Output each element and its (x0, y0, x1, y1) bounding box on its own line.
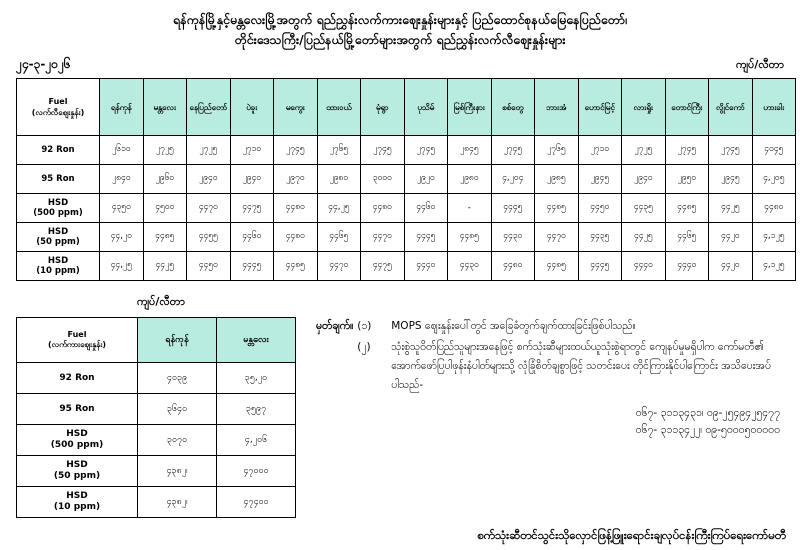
price-cell: ၃၅,၂၀ (217, 363, 296, 394)
price-cell: ၂၇၄၅ (491, 136, 535, 165)
price-cell: ၃၅၉၇ (217, 394, 296, 425)
row-label-line2: (10 ppm) (53, 502, 101, 512)
price-cell: ၄၄၈၅ (274, 252, 318, 281)
price-cell: ၂၉၄၀ (622, 165, 666, 194)
column-header: ဟောင်မြင့် (578, 79, 622, 136)
price-cell: ၄,၂၀၆ (217, 425, 296, 456)
column-header: ရန်ကုန် (100, 79, 144, 136)
fuel-corner-header-line1: Fuel (67, 329, 87, 339)
note-item (316, 338, 786, 395)
table-row (17, 425, 296, 456)
fuel-corner-header-line1: Fuel (48, 97, 68, 106)
price-cell: ၄၀၄၅ (752, 136, 796, 165)
phone-line: ဝ၆၇- ၃၁၁၃၄၂၂၊ ၀၉-၅၀၀၀၅၀၀၀၀၀ (635, 424, 780, 436)
column-header: မန္တလေး (143, 79, 187, 136)
table-row (17, 223, 796, 252)
price-cell: ၄၄,၂၀ (100, 223, 144, 252)
price-cell: ၂၆၁၀ (100, 136, 144, 165)
row-label (17, 456, 138, 487)
price-cell: ၄၄၄၅ (230, 252, 274, 281)
column-header: ပုသိမ် (404, 79, 448, 136)
fuel-corner-header-line2: (လက်ကားဈေးနှုန်း) (47, 339, 107, 349)
price-cell: ၄၄၄၅ (491, 194, 535, 223)
price-cell: ၄၄၇၀ (317, 252, 361, 281)
price-cell: ၄၄၂၅ (143, 252, 187, 281)
unit-label-top: ကျပ်/လီတာ (736, 58, 784, 71)
phone-line: ဝ၆၇- ၃၁၁၃၄၃၁၊ ဝ၉-၂၅၄၉၄၂၅၄၇၇ (635, 407, 780, 419)
price-cell: ၂၉၇၀ (274, 165, 318, 194)
price-cell: ၂၇၆၅ (317, 136, 361, 165)
price-cell: ၄၄၃၅ (578, 223, 622, 252)
column-header: ပဲခူး (230, 79, 274, 136)
row-label-line1: HSD (66, 429, 88, 439)
fuel-corner-header (17, 79, 100, 136)
row-label: 92 Ron (17, 136, 100, 165)
fuel-corner-header-line2: (လက်လီဈေးနှုန်း) (31, 108, 85, 117)
column-header: လားရှိုး (622, 79, 666, 136)
table-header (17, 79, 796, 136)
column-header: နေပြည်တော် (187, 79, 231, 136)
price-cell: ၂၇၄၅ (361, 136, 405, 165)
price-cell: ၄၄၄၀ (665, 252, 709, 281)
price-cell: ၄၄၇၀ (535, 223, 579, 252)
row-label-line2: (500 ppm) (50, 440, 104, 450)
price-cell: ၄၄၈၅ (665, 194, 709, 223)
notes-section (316, 313, 786, 439)
note-text: MOPS ဈေးနှုန်းပေါ်တွင် အခြေခံတွက်ချက်ထားခြင်းဖြစ်ပါသည်။ (391, 320, 636, 332)
price-cell: ၂၉၈၀ (317, 165, 361, 194)
price-cell: ၄၄၈၀ (274, 194, 318, 223)
row-label (17, 223, 100, 252)
report-date: ၂၄-၃-၂၀၂၆ (16, 57, 71, 71)
price-cell: ၄၄၇၅ (230, 194, 274, 223)
price-cell: ၄၄၂၀ (709, 252, 753, 281)
row-label-line1: HSD (47, 227, 69, 237)
price-cell: ၄၄၂၅ (622, 223, 666, 252)
price-cell: ၄၄၅၅ (187, 223, 231, 252)
table-row (17, 394, 296, 425)
price-cell: ၄၄၂၅ (709, 194, 753, 223)
price-cell: ၄၄၆၀ (230, 223, 274, 252)
price-cell: ၄၃၅၀ (100, 194, 144, 223)
row-label (17, 487, 138, 518)
row-label: 95 Ron (17, 165, 100, 194)
price-cell: ၄၄၆၅ (665, 223, 709, 252)
price-cell: ၄၇၄၀၀ (217, 487, 296, 518)
price-cell: ၂၈၄၀ (100, 165, 144, 194)
price-cell: ၄,၁၂၅ (752, 252, 796, 281)
row-label-line1: HSD (66, 491, 88, 501)
table-row (17, 165, 796, 194)
column-header: မုံရွာ (361, 79, 405, 136)
column-header: ဟားခါး (752, 79, 796, 136)
row-label-line2: (10 ppm) (36, 266, 80, 276)
row-label: 92 Ron (17, 363, 138, 394)
price-cell: ၂၉၄၀ (187, 165, 231, 194)
price-cell: ၄၄၇၀ (361, 223, 405, 252)
price-cell: ၂၉၄၅ (709, 165, 753, 194)
price-cell: ၄၄၆၀ (404, 194, 448, 223)
price-cell: ၄၄၅၀ (187, 252, 231, 281)
note-text: သုံးစွဲသူဝိတ်ပြည်သူများအနေဖြင့် စက်သုံးဆီများထယ်ယူသုံးစွဲရာတွင် ကျေနပ်မှုမရှိပါက ကော်မတီ၏ အောက်ဖော်ပြပါဖုန်းနံပါတ်များသို့ လုံခြုံစိတ်ချစွာဖြင့် သတင်းပေး တိုင်ကြားနိုင်ပါကြောင်း အသိပေးအပ်ပါသည်- (391, 341, 771, 391)
table-row (17, 252, 796, 281)
column-header: မန္တလေး (217, 318, 296, 363)
column-header: ထားဝယ် (317, 79, 361, 136)
table-header-row (17, 318, 296, 363)
row-label (17, 425, 138, 456)
price-cell: ၄၄၇၀ (187, 194, 231, 223)
price-cell: ၄၄၇၅ (361, 252, 405, 281)
row-label (17, 252, 100, 281)
price-cell: ၂၇၄၅ (665, 136, 709, 165)
row-label: 95 Ron (17, 394, 138, 425)
price-cell: ၄၄၃၀ (448, 252, 492, 281)
price-cell: ၄၃၈၂၊ (138, 487, 217, 518)
price-cell: ၄၄၈၀ (752, 194, 796, 223)
price-cell: ၄၄၄၅ (404, 223, 448, 252)
price-cell: ၄၄၆၅ (317, 223, 361, 252)
price-cell: ၂၉၅၀ (665, 165, 709, 194)
price-cell: ၂၉၆၀ (143, 165, 187, 194)
price-cell: ၂၇၄၅ (404, 136, 448, 165)
issuing-committee-footer: စက်သုံးဆီတင်သွင်းသိုလှောင်ဖြန့်ဖြူးရောင်းချလုပ်ငန်းကြီးကြပ်ရေးကော်မတီ (477, 528, 786, 542)
table-body (17, 136, 796, 281)
title-line-2: တိုင်းဒေသကြီး/ပြည်နယ်မြို့တော်များအတွက် ရည်ညွှန်းလက်လီဈေးနှုန်းများ (234, 32, 566, 47)
price-cell: ၄၀၃၉ (138, 363, 217, 394)
column-header: လွိုင်ကော် (709, 79, 753, 136)
price-cell: ၂၉၈၅ (535, 165, 579, 194)
price-cell: ၄၄၈၅ (143, 223, 187, 252)
price-cell: ၄၃၈၂၊ (138, 456, 217, 487)
small-table-header (17, 318, 296, 363)
row-label-line1: HSD (47, 256, 69, 266)
price-cell: ၄၇၀၀၀ (217, 456, 296, 487)
price-cell: ၄,၂၀၅ (752, 165, 796, 194)
price-cell: ၄၄၃၀ (491, 223, 535, 252)
date-unit-row (10, 56, 790, 74)
price-cell: - (448, 194, 492, 223)
row-label-line2: (50 ppm) (36, 237, 80, 247)
price-cell: ၂၇၂၅ (622, 136, 666, 165)
price-cell: ၄၄၈၅ (535, 194, 579, 223)
row-label-line1: HSD (47, 198, 69, 208)
price-cell: ၂၇၄၅ (274, 136, 318, 165)
column-header: ရန်ကုန် (138, 318, 217, 363)
price-cell: ၃၆၄၀ (138, 394, 217, 425)
small-table-body (17, 363, 296, 518)
price-cell: ၄၄၄၅ (578, 252, 622, 281)
note-number: (၁) (357, 320, 372, 332)
price-cell: ၃၀၇၀ (138, 425, 217, 456)
price-cell: ၂၇၁၀ (230, 136, 274, 165)
column-header: တောင်ကြီး (665, 79, 709, 136)
price-cell: ၄၄၄၀ (622, 252, 666, 281)
notes-label: မှတ်ချက်။ (316, 320, 354, 332)
price-cell: ၄၄၅၀ (578, 194, 622, 223)
price-cell: ၂၇၂၅ (187, 136, 231, 165)
price-cell: ၄၄၈၅ (535, 252, 579, 281)
table-row (17, 456, 296, 487)
price-cell: ၄၄၈၀ (274, 223, 318, 252)
unit-label-middle: ကျပ်/လီတာ (137, 295, 185, 308)
row-label (17, 194, 100, 223)
price-cell: ၂၇၁၀ (578, 136, 622, 165)
wholesale-price-table (16, 317, 296, 518)
fuel-corner-header (17, 318, 138, 363)
price-cell: ၂၉၄၅ (578, 165, 622, 194)
contact-phones (316, 405, 786, 439)
price-cell: ၄၄,၂၅ (100, 252, 144, 281)
price-cell: ၂၇၆၅ (535, 136, 579, 165)
price-cell: ၄၄၈၀ (491, 252, 535, 281)
column-header: မြစ်ကြီးနား (448, 79, 492, 136)
price-cell: ၂၇၄၅ (709, 136, 753, 165)
price-cell: ၄၄၈၀ (361, 194, 405, 223)
price-cell: ၄,၂၀၄ (491, 165, 535, 194)
price-cell: ၄၄၃၅ (622, 194, 666, 223)
price-cell: ၄၄,၂၅ (317, 194, 361, 223)
column-header: စစ်တွေ (491, 79, 535, 136)
price-cell: ၃၀၀၀ (361, 165, 405, 194)
price-cell: ၂၈၄၅ (448, 136, 492, 165)
price-cell: ၂၉၄၀ (230, 165, 274, 194)
price-cell: ၂၉၈၀ (448, 165, 492, 194)
price-cell: ၄၅၀၀ (143, 194, 187, 223)
note-number: (၂) (357, 341, 371, 353)
price-cell: ၄၄၂၀ (709, 223, 753, 252)
column-header: ဘားအံ (535, 79, 579, 136)
column-header: မကွေး (274, 79, 318, 136)
lower-section (10, 313, 790, 518)
table-row (17, 487, 296, 518)
row-label-line2: (50 ppm) (53, 471, 101, 481)
table-row (17, 136, 796, 165)
page-title (10, 10, 790, 50)
price-cell: ၄,၁၂၅ (752, 223, 796, 252)
row-label-line2: (500 ppm) (33, 208, 83, 218)
table-row (17, 194, 796, 223)
price-cell: ၂၉၂၀ (404, 165, 448, 194)
price-cell: ၄၄၄၀ (404, 252, 448, 281)
price-cell: ၄၄၈၅ (448, 223, 492, 252)
price-cell: ၂၇၂၅ (143, 136, 187, 165)
title-line-1: ရန်ကုန်မြို့နှင့်မန္တလေးမြို့အတွက် ရည်ညွှန်းလက်ကားဈေးနှုန်းများနှင့် ပြည်ထောင်စုနယ်မြေနေပြည်တော်၊ (173, 12, 627, 27)
table-row (17, 363, 296, 394)
retail-price-table (16, 78, 796, 281)
table-header-row (17, 79, 796, 136)
note-item (316, 317, 786, 336)
row-label-line1: HSD (66, 460, 88, 470)
